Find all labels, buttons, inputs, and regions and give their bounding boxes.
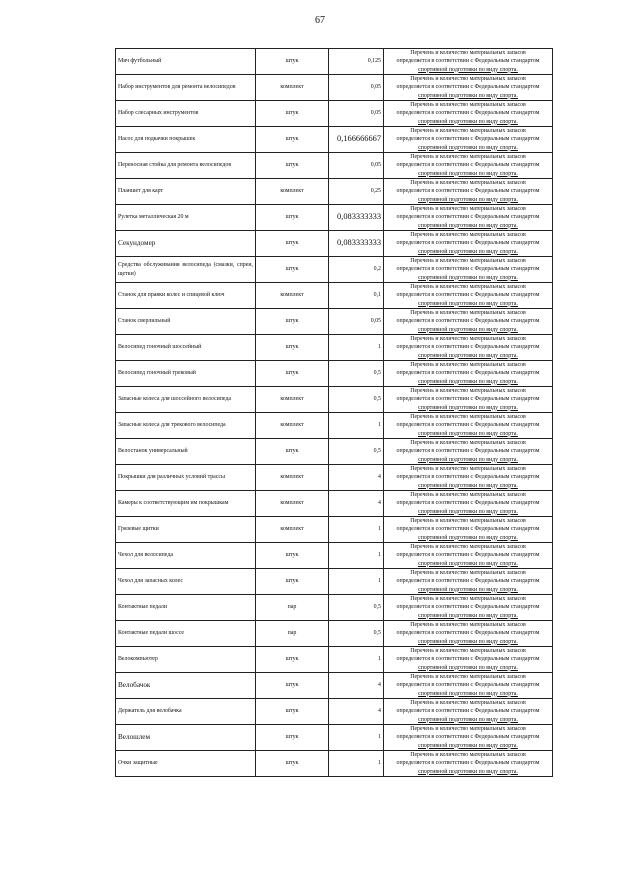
note-line: Перечень и количество материальных запасов: [410, 544, 526, 551]
item-name-cell: Средства обслуживания велосипеда (смазки, спреи, щетки): [116, 257, 256, 283]
table-row: [116, 699, 553, 725]
quantity-cell: 1: [329, 335, 384, 361]
quantity-cell: 1: [329, 725, 384, 751]
note-line: спортивной подготовки по виду спорта.: [418, 66, 518, 73]
item-name-cell: Запасные колеса для шоссейного велосипеда: [116, 387, 256, 413]
note-line: спортивной подготовки по виду спорта.: [418, 170, 518, 177]
quantity-cell: 1: [329, 413, 384, 439]
quantity-cell: 0,5: [329, 361, 384, 387]
note-line: Перечень и количество материальных запасов: [410, 752, 526, 759]
quantity-cell: 4: [329, 491, 384, 517]
note-line: спортивной подготовки по виду спорта.: [418, 404, 518, 411]
note-line: определяется в соответствии с Федеральным стандартом: [396, 630, 540, 637]
item-name-cell: Покрышки для различных условий трассы: [116, 465, 256, 491]
note-line: определяется в соответствии с Федеральным стандартом: [396, 448, 540, 455]
note-line: определяется в соответствии с Федеральным стандартом: [396, 370, 540, 377]
table-row: [116, 673, 553, 699]
quantity-cell: 1: [329, 751, 384, 777]
unit-cell: штук: [256, 309, 329, 335]
note-line: Перечень и количество материальных запасов: [410, 206, 526, 213]
unit-cell: штук: [256, 751, 329, 777]
note-line: спортивной подготовки по виду спорта.: [418, 664, 518, 671]
quantity-cell: 1: [329, 647, 384, 673]
item-name-cell: Чехол для запасных колес: [116, 569, 256, 595]
table-row: [116, 75, 553, 101]
note-line: спортивной подготовки по виду спорта.: [418, 508, 518, 515]
note-line: Перечень и количество материальных запасов: [410, 518, 526, 525]
note-line: спортивной подготовки по виду спорта.: [418, 378, 518, 385]
item-name-cell: Мяч футбольный: [116, 49, 256, 75]
table-row: [116, 283, 553, 309]
quantity-cell: 0,5: [329, 595, 384, 621]
table-row: [116, 491, 553, 517]
note-line: Перечень и количество материальных запасов: [410, 726, 526, 733]
item-name-cell: Набор слесарных инструментов: [116, 101, 256, 127]
note-line: Перечень и количество материальных запасов: [410, 362, 526, 369]
item-name-cell: Велошлем: [116, 725, 256, 751]
unit-cell: штук: [256, 231, 329, 257]
table-row: [116, 49, 553, 75]
note-line: спортивной подготовки по виду спорта.: [418, 92, 518, 99]
quantity-cell: 4: [329, 699, 384, 725]
note-line: спортивной подготовки по виду спорта.: [418, 274, 518, 281]
item-name-cell: Секундомер: [116, 231, 256, 257]
table-row: [116, 101, 553, 127]
table-row: [116, 595, 553, 621]
note-cell: [384, 491, 553, 517]
item-name-cell: Держатель для велобачка: [116, 699, 256, 725]
note-line: Перечень и количество материальных запасов: [410, 622, 526, 629]
unit-cell: штук: [256, 257, 329, 283]
item-name-cell: Контактные педали шоссе: [116, 621, 256, 647]
note-line: спортивной подготовки по виду спорта.: [418, 196, 518, 203]
note-line: спортивной подготовки по виду спорта.: [418, 716, 518, 723]
note-cell: [384, 75, 553, 101]
note-cell: [384, 413, 553, 439]
inventory-table-body: [116, 49, 553, 777]
note-cell: [384, 465, 553, 491]
note-line: Перечень и количество материальных запасов: [410, 154, 526, 161]
note-cell: [384, 335, 553, 361]
note-line: определяется в соответствии с Федеральным стандартом: [396, 474, 540, 481]
table-row: [116, 465, 553, 491]
item-name-cell: Велостанок универсальный: [116, 439, 256, 465]
note-line: спортивной подготовки по виду спорта.: [418, 586, 518, 593]
note-line: определяется в соответствии с Федеральным стандартом: [396, 760, 540, 767]
table-row: [116, 231, 553, 257]
note-line: спортивной подготовки по виду спорта.: [418, 248, 518, 255]
note-line: спортивной подготовки по виду спорта.: [418, 612, 518, 619]
table-row: [116, 517, 553, 543]
note-cell: [384, 699, 553, 725]
item-name-cell: Набор инструментов для ремонта велосипедов: [116, 75, 256, 101]
note-line: спортивной подготовки по виду спорта.: [418, 768, 518, 775]
table-row: [116, 361, 553, 387]
note-line: определяется в соответствии с Федеральным стандартом: [396, 162, 540, 169]
note-line: определяется в соответствии с Федеральным стандартом: [396, 578, 540, 585]
note-cell: [384, 231, 553, 257]
table-row: [116, 153, 553, 179]
note-line: Перечень и количество материальных запасов: [410, 180, 526, 187]
unit-cell: комплект: [256, 283, 329, 309]
unit-cell: штук: [256, 101, 329, 127]
note-line: определяется в соответствии с Федеральным стандартом: [396, 552, 540, 559]
table-row: [116, 647, 553, 673]
note-cell: [384, 387, 553, 413]
quantity-cell: 0,083333333: [329, 231, 384, 257]
note-line: Перечень и количество материальных запасов: [410, 50, 526, 57]
quantity-cell: 0,05: [329, 101, 384, 127]
item-name-cell: Рулетка металлическая 20 м: [116, 205, 256, 231]
note-line: определяется в соответствии с Федеральным стандартом: [396, 734, 540, 741]
note-line: спортивной подготовки по виду спорта.: [418, 742, 518, 749]
note-line: Перечень и количество материальных запасов: [410, 596, 526, 603]
unit-cell: штук: [256, 205, 329, 231]
item-name-cell: Велосипед гоночный шоссейный: [116, 335, 256, 361]
note-line: Перечень и количество материальных запасов: [410, 310, 526, 317]
table-row: [116, 387, 553, 413]
unit-cell: штук: [256, 49, 329, 75]
item-name-cell: Насос для подкачки покрышек: [116, 127, 256, 153]
item-name-cell: Велосипед гоночный трековый: [116, 361, 256, 387]
note-line: Перечень и количество материальных запасов: [410, 76, 526, 83]
table-row: [116, 205, 553, 231]
note-line: Перечень и количество материальных запасов: [410, 284, 526, 291]
unit-cell: штук: [256, 725, 329, 751]
unit-cell: штук: [256, 569, 329, 595]
unit-cell: штук: [256, 699, 329, 725]
item-name-cell: Станок для правки колес и спицевой ключ: [116, 283, 256, 309]
note-line: определяется в соответствии с Федеральным стандартом: [396, 396, 540, 403]
note-line: Перечень и количество материальных запасов: [410, 700, 526, 707]
quantity-cell: 0,125: [329, 49, 384, 75]
note-cell: [384, 439, 553, 465]
quantity-cell: 0,5: [329, 439, 384, 465]
note-line: определяется в соответствии с Федеральным стандартом: [396, 604, 540, 611]
quantity-cell: 0,05: [329, 75, 384, 101]
note-line: спортивной подготовки по виду спорта.: [418, 222, 518, 229]
item-name-cell: Велокомпьютер: [116, 647, 256, 673]
note-line: определяется в соответствии с Федеральным стандартом: [396, 58, 540, 65]
note-line: Перечень и количество материальных запасов: [410, 336, 526, 343]
note-line: Перечень и количество материальных запасов: [410, 440, 526, 447]
table-row: [116, 725, 553, 751]
quantity-cell: 1: [329, 517, 384, 543]
quantity-cell: 0,083333333: [329, 205, 384, 231]
note-cell: [384, 205, 553, 231]
quantity-cell: 0,05: [329, 153, 384, 179]
note-line: Перечень и количество материальных запасов: [410, 648, 526, 655]
table-row: [116, 543, 553, 569]
table-row: [116, 621, 553, 647]
note-cell: [384, 751, 553, 777]
note-line: Перечень и количество материальных запасов: [410, 466, 526, 473]
note-line: спортивной подготовки по виду спорта.: [418, 352, 518, 359]
note-line: спортивной подготовки по виду спорта.: [418, 300, 518, 307]
note-line: спортивной подготовки по виду спорта.: [418, 430, 518, 437]
note-line: определяется в соответствии с Федеральным стандартом: [396, 240, 540, 247]
item-name-cell: Очки защитные: [116, 751, 256, 777]
note-line: определяется в соответствии с Федеральным стандартом: [396, 188, 540, 195]
item-name-cell: Чехол для велосипеда: [116, 543, 256, 569]
note-line: определяется в соответствии с Федеральным стандартом: [396, 500, 540, 507]
note-line: Перечень и количество материальных запасов: [410, 414, 526, 421]
item-name-cell: Грязевые щитки: [116, 517, 256, 543]
note-line: спортивной подготовки по виду спорта.: [418, 690, 518, 697]
note-cell: [384, 569, 553, 595]
unit-cell: штук: [256, 153, 329, 179]
quantity-cell: 0,05: [329, 309, 384, 335]
unit-cell: комплект: [256, 179, 329, 205]
unit-cell: штук: [256, 335, 329, 361]
quantity-cell: 4: [329, 465, 384, 491]
page-number: 67: [315, 15, 325, 26]
note-line: спортивной подготовки по виду спорта.: [418, 482, 518, 489]
note-cell: [384, 127, 553, 153]
quantity-cell: 0,5: [329, 621, 384, 647]
item-name-cell: Переносная стойка для ремонта велосипедов: [116, 153, 256, 179]
quantity-cell: 0,1: [329, 283, 384, 309]
note-line: определяется в соответствии с Федеральным стандартом: [396, 344, 540, 351]
note-cell: [384, 621, 553, 647]
quantity-cell: 0,166666667: [329, 127, 384, 153]
note-cell: [384, 725, 553, 751]
table-row: [116, 751, 553, 777]
unit-cell: штук: [256, 647, 329, 673]
item-name-cell: Велобачок: [116, 673, 256, 699]
note-line: спортивной подготовки по виду спорта.: [418, 560, 518, 567]
note-line: определяется в соответствии с Федеральным стандартом: [396, 266, 540, 273]
unit-cell: комплект: [256, 465, 329, 491]
note-line: Перечень и количество материальных запасов: [410, 674, 526, 681]
quantity-cell: 4: [329, 673, 384, 699]
note-line: Перечень и количество материальных запасов: [410, 258, 526, 265]
note-line: Перечень и количество материальных запасов: [410, 232, 526, 239]
note-cell: [384, 595, 553, 621]
note-line: Перечень и количество материальных запасов: [410, 570, 526, 577]
note-cell: [384, 153, 553, 179]
note-line: определяется в соответствии с Федеральным стандартом: [396, 292, 540, 299]
unit-cell: штук: [256, 127, 329, 153]
note-line: определяется в соответствии с Федеральным стандартом: [396, 682, 540, 689]
note-line: спортивной подготовки по виду спорта.: [418, 456, 518, 463]
unit-cell: комплект: [256, 75, 329, 101]
unit-cell: комплект: [256, 413, 329, 439]
table-row: [116, 439, 553, 465]
note-line: определяется в соответствии с Федеральным стандартом: [396, 84, 540, 91]
note-cell: [384, 361, 553, 387]
note-cell: [384, 673, 553, 699]
note-line: Перечень и количество материальных запасов: [410, 388, 526, 395]
note-line: определяется в соответствии с Федеральным стандартом: [396, 136, 540, 143]
note-line: спортивной подготовки по виду спорта.: [418, 326, 518, 333]
note-cell: [384, 647, 553, 673]
note-cell: [384, 179, 553, 205]
unit-cell: комплект: [256, 387, 329, 413]
note-line: Перечень и количество материальных запасов: [410, 102, 526, 109]
unit-cell: пар: [256, 595, 329, 621]
note-cell: [384, 543, 553, 569]
note-cell: [384, 101, 553, 127]
item-name-cell: Станок сверлильный: [116, 309, 256, 335]
item-name-cell: Контактные педали: [116, 595, 256, 621]
note-line: определяется в соответствии с Федеральным стандартом: [396, 110, 540, 117]
unit-cell: комплект: [256, 517, 329, 543]
item-name-cell: Планшет для карт: [116, 179, 256, 205]
table-row: [116, 569, 553, 595]
note-cell: [384, 257, 553, 283]
unit-cell: штук: [256, 543, 329, 569]
table-row: [116, 179, 553, 205]
quantity-cell: 0,2: [329, 257, 384, 283]
note-line: спортивной подготовки по виду спорта.: [418, 534, 518, 541]
note-line: спортивной подготовки по виду спорта.: [418, 118, 518, 125]
inventory-table: [115, 48, 553, 777]
table-row: [116, 309, 553, 335]
note-line: определяется в соответствии с Федеральным стандартом: [396, 526, 540, 533]
note-cell: [384, 309, 553, 335]
note-line: Перечень и количество материальных запасов: [410, 128, 526, 135]
item-name-cell: Запасные колеса для трекового велосипеда: [116, 413, 256, 439]
note-cell: [384, 283, 553, 309]
unit-cell: комплект: [256, 491, 329, 517]
unit-cell: пар: [256, 621, 329, 647]
note-line: определяется в соответствии с Федеральным стандартом: [396, 318, 540, 325]
note-cell: [384, 517, 553, 543]
quantity-cell: 0,25: [329, 179, 384, 205]
unit-cell: штук: [256, 439, 329, 465]
unit-cell: штук: [256, 361, 329, 387]
note-line: Перечень и количество материальных запасов: [410, 492, 526, 499]
quantity-cell: 1: [329, 569, 384, 595]
note-line: спортивной подготовки по виду спорта.: [418, 638, 518, 645]
table-row: [116, 257, 553, 283]
note-line: определяется в соответствии с Федеральным стандартом: [396, 214, 540, 221]
note-line: спортивной подготовки по виду спорта.: [418, 144, 518, 151]
item-name-cell: Камеры к соответствующим им покрышкам: [116, 491, 256, 517]
table-row: [116, 335, 553, 361]
unit-cell: штук: [256, 673, 329, 699]
table-row: [116, 413, 553, 439]
note-line: определяется в соответствии с Федеральным стандартом: [396, 708, 540, 715]
note-line: определяется в соответствии с Федеральным стандартом: [396, 656, 540, 663]
note-line: определяется в соответствии с Федеральным стандартом: [396, 422, 540, 429]
quantity-cell: 1: [329, 543, 384, 569]
quantity-cell: 0,5: [329, 387, 384, 413]
note-cell: [384, 49, 553, 75]
table-row: [116, 127, 553, 153]
